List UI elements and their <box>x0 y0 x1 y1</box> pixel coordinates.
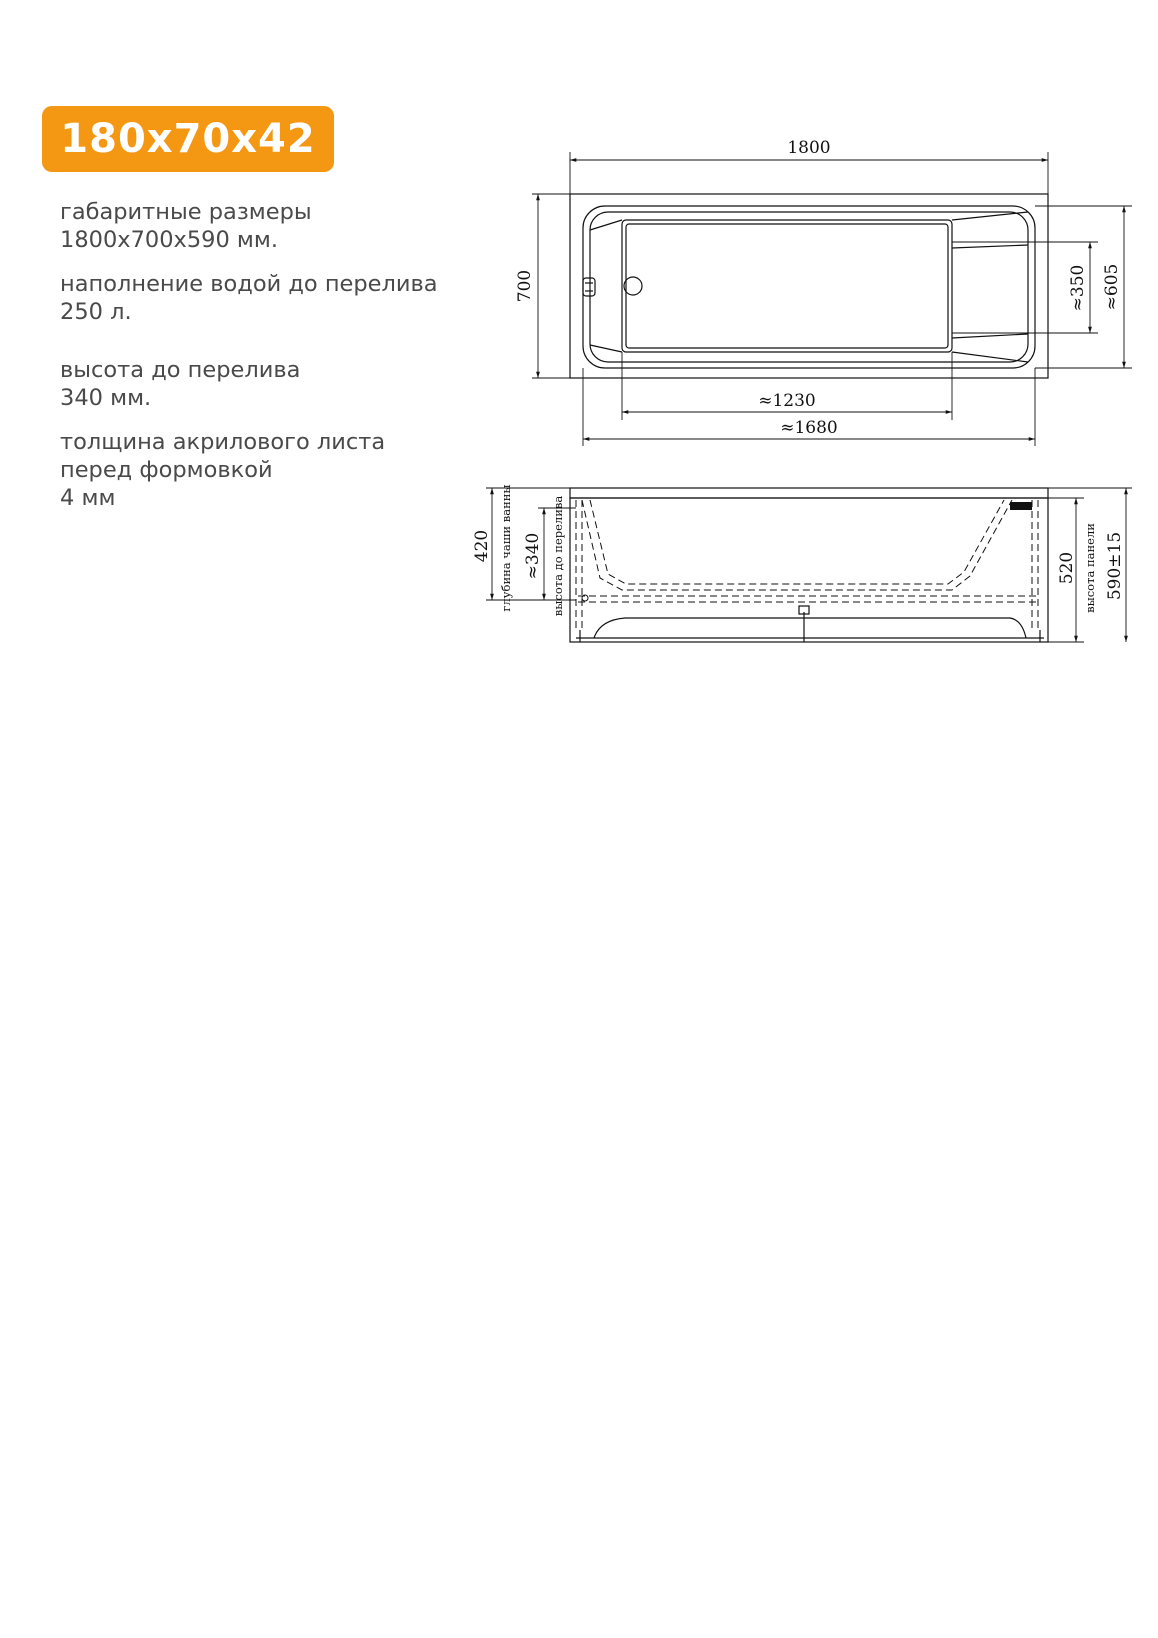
spec-value: 340 мм. <box>60 385 152 411</box>
dim-width: 700 <box>515 269 535 303</box>
dim-overflow: ≈340 <box>523 532 543 580</box>
bowl-bottom <box>622 220 952 352</box>
rim-profile <box>570 488 1048 498</box>
dim-rim-width: ≈605 <box>1102 263 1122 311</box>
spec-label: высота до перелива <box>60 357 301 383</box>
side-view <box>570 488 1048 642</box>
dim-bottom-length: ≈1230 <box>758 391 816 411</box>
front-panel <box>570 498 1048 642</box>
hidden-bowl <box>576 500 1040 632</box>
dim-length: 1800 <box>787 138 831 158</box>
side-view-dimensions <box>486 488 1132 642</box>
dim-total-height: 590±15 <box>1105 531 1125 601</box>
top-view <box>570 194 1048 378</box>
dim-overflow-label: высота до перелива <box>551 495 565 617</box>
overflow-fitting-icon <box>1010 502 1032 510</box>
spec-label: толщина акрилового листа <box>60 429 386 455</box>
dim-panel-height: 520 <box>1057 551 1077 585</box>
dim-depth-label: глубина чаши ванны <box>499 484 513 612</box>
overflow-icon <box>583 278 595 296</box>
spec-label: габаритные размеры <box>60 199 312 225</box>
dim-panel-label: высота панели <box>1083 523 1097 613</box>
bowl-outline <box>583 206 1035 368</box>
plinth <box>594 618 1026 638</box>
drain-icon <box>624 277 642 295</box>
model-title: 180x70x42 <box>60 116 316 162</box>
spec-value: 250 л. <box>60 299 132 325</box>
dim-inner-length: ≈1680 <box>780 418 838 438</box>
dim-inner-width: ≈350 <box>1068 264 1088 312</box>
dim-depth: 420 <box>472 529 492 563</box>
spec-label: наполнение водой до перелива <box>60 271 438 297</box>
spec-value: 1800х700х590 мм. <box>60 227 279 253</box>
spec-label: перед формовкой <box>60 457 273 483</box>
spec-value: 4 мм <box>60 485 116 511</box>
